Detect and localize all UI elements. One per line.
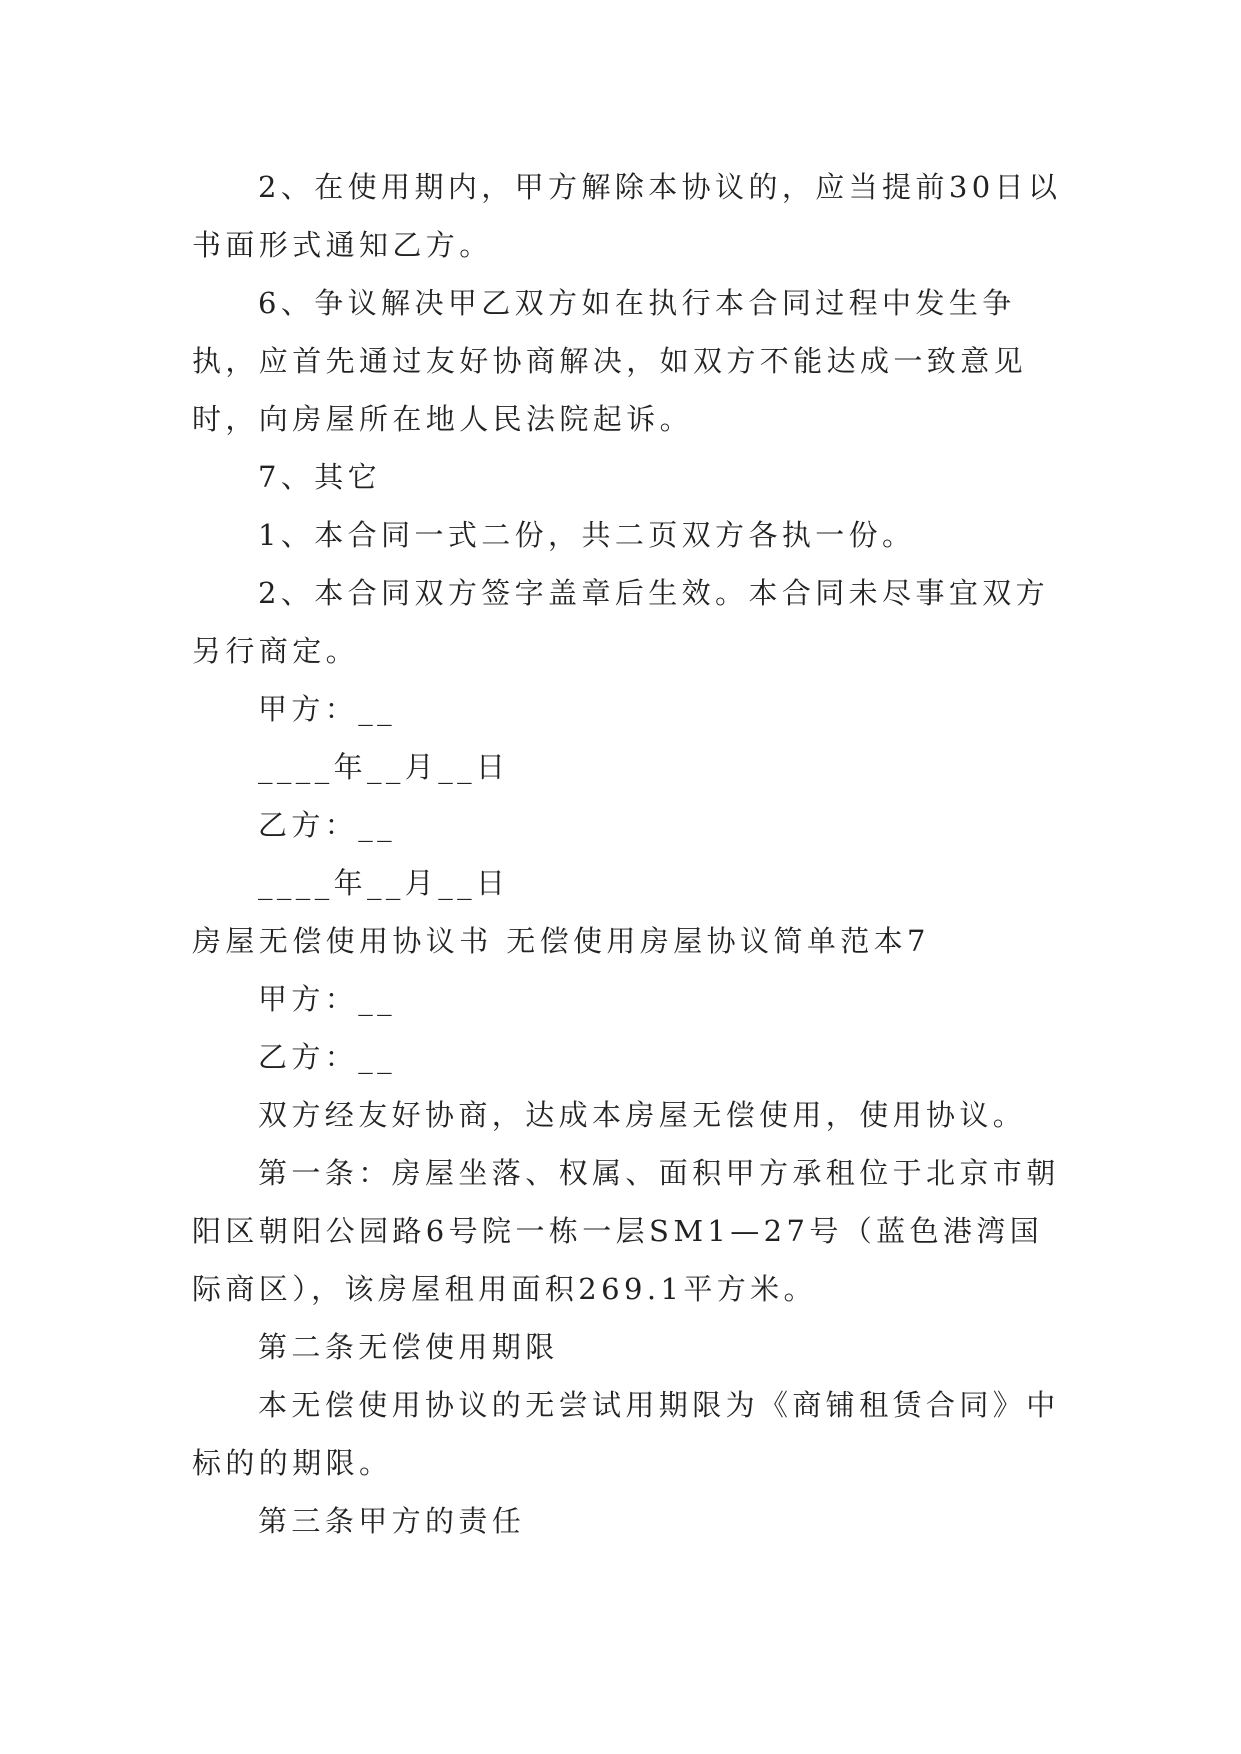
article-one: 第一条：房屋坐落、权属、面积甲方承租位于北京市朝阳区朝阳公园路6号院一栋一层SM1—27号（蓝色港湾国际商区），该房屋租用面积269.1平方米。 [192,1156,1060,1306]
article-three-heading: 第三条甲方的责任 [258,1504,526,1538]
article-two-heading: 第二条无偿使用期限 [258,1330,559,1364]
paragraph-effective: 2、本合同双方签字盖章后生效。本合同未尽事宜双方另行商定。 [192,576,1050,668]
signature-date-b: ____年__月__日 [258,866,510,900]
paragraph-copies: 1、本合同一式二份，共二页双方各执一份。 [258,518,916,552]
party-a-line: 甲方：__ [258,982,397,1016]
signature-party-b: 乙方：__ [258,808,397,842]
paragraph-agreement-intro: 双方经友好协商，达成本房屋无偿使用，使用协议。 [258,1098,1027,1132]
signature-party-a: 甲方：__ [258,692,397,726]
party-b-line: 乙方：__ [258,1040,397,1074]
paragraph-other-heading: 7、其它 [258,460,382,494]
section-title: 房屋无偿使用协议书 无偿使用房屋协议简单范本7 [192,924,930,958]
signature-date-a: ____年__月__日 [258,750,510,784]
article-two-body: 本无偿使用协议的无尝试用期限为《商铺租赁合同》中标的的期限。 [192,1388,1060,1480]
document-body [192,158,1072,1550]
paragraph-dispute-resolution: 6、争议解决甲乙双方如在执行本合同过程中发生争执，应首先通过友好协商解决，如双方不能达成一致意见时，向房屋所在地人民法院起诉。 [192,286,1028,436]
paragraph-termination-notice: 2、在使用期内，甲方解除本协议的，应当提前30日以书面形式通知乙方。 [192,170,1062,262]
